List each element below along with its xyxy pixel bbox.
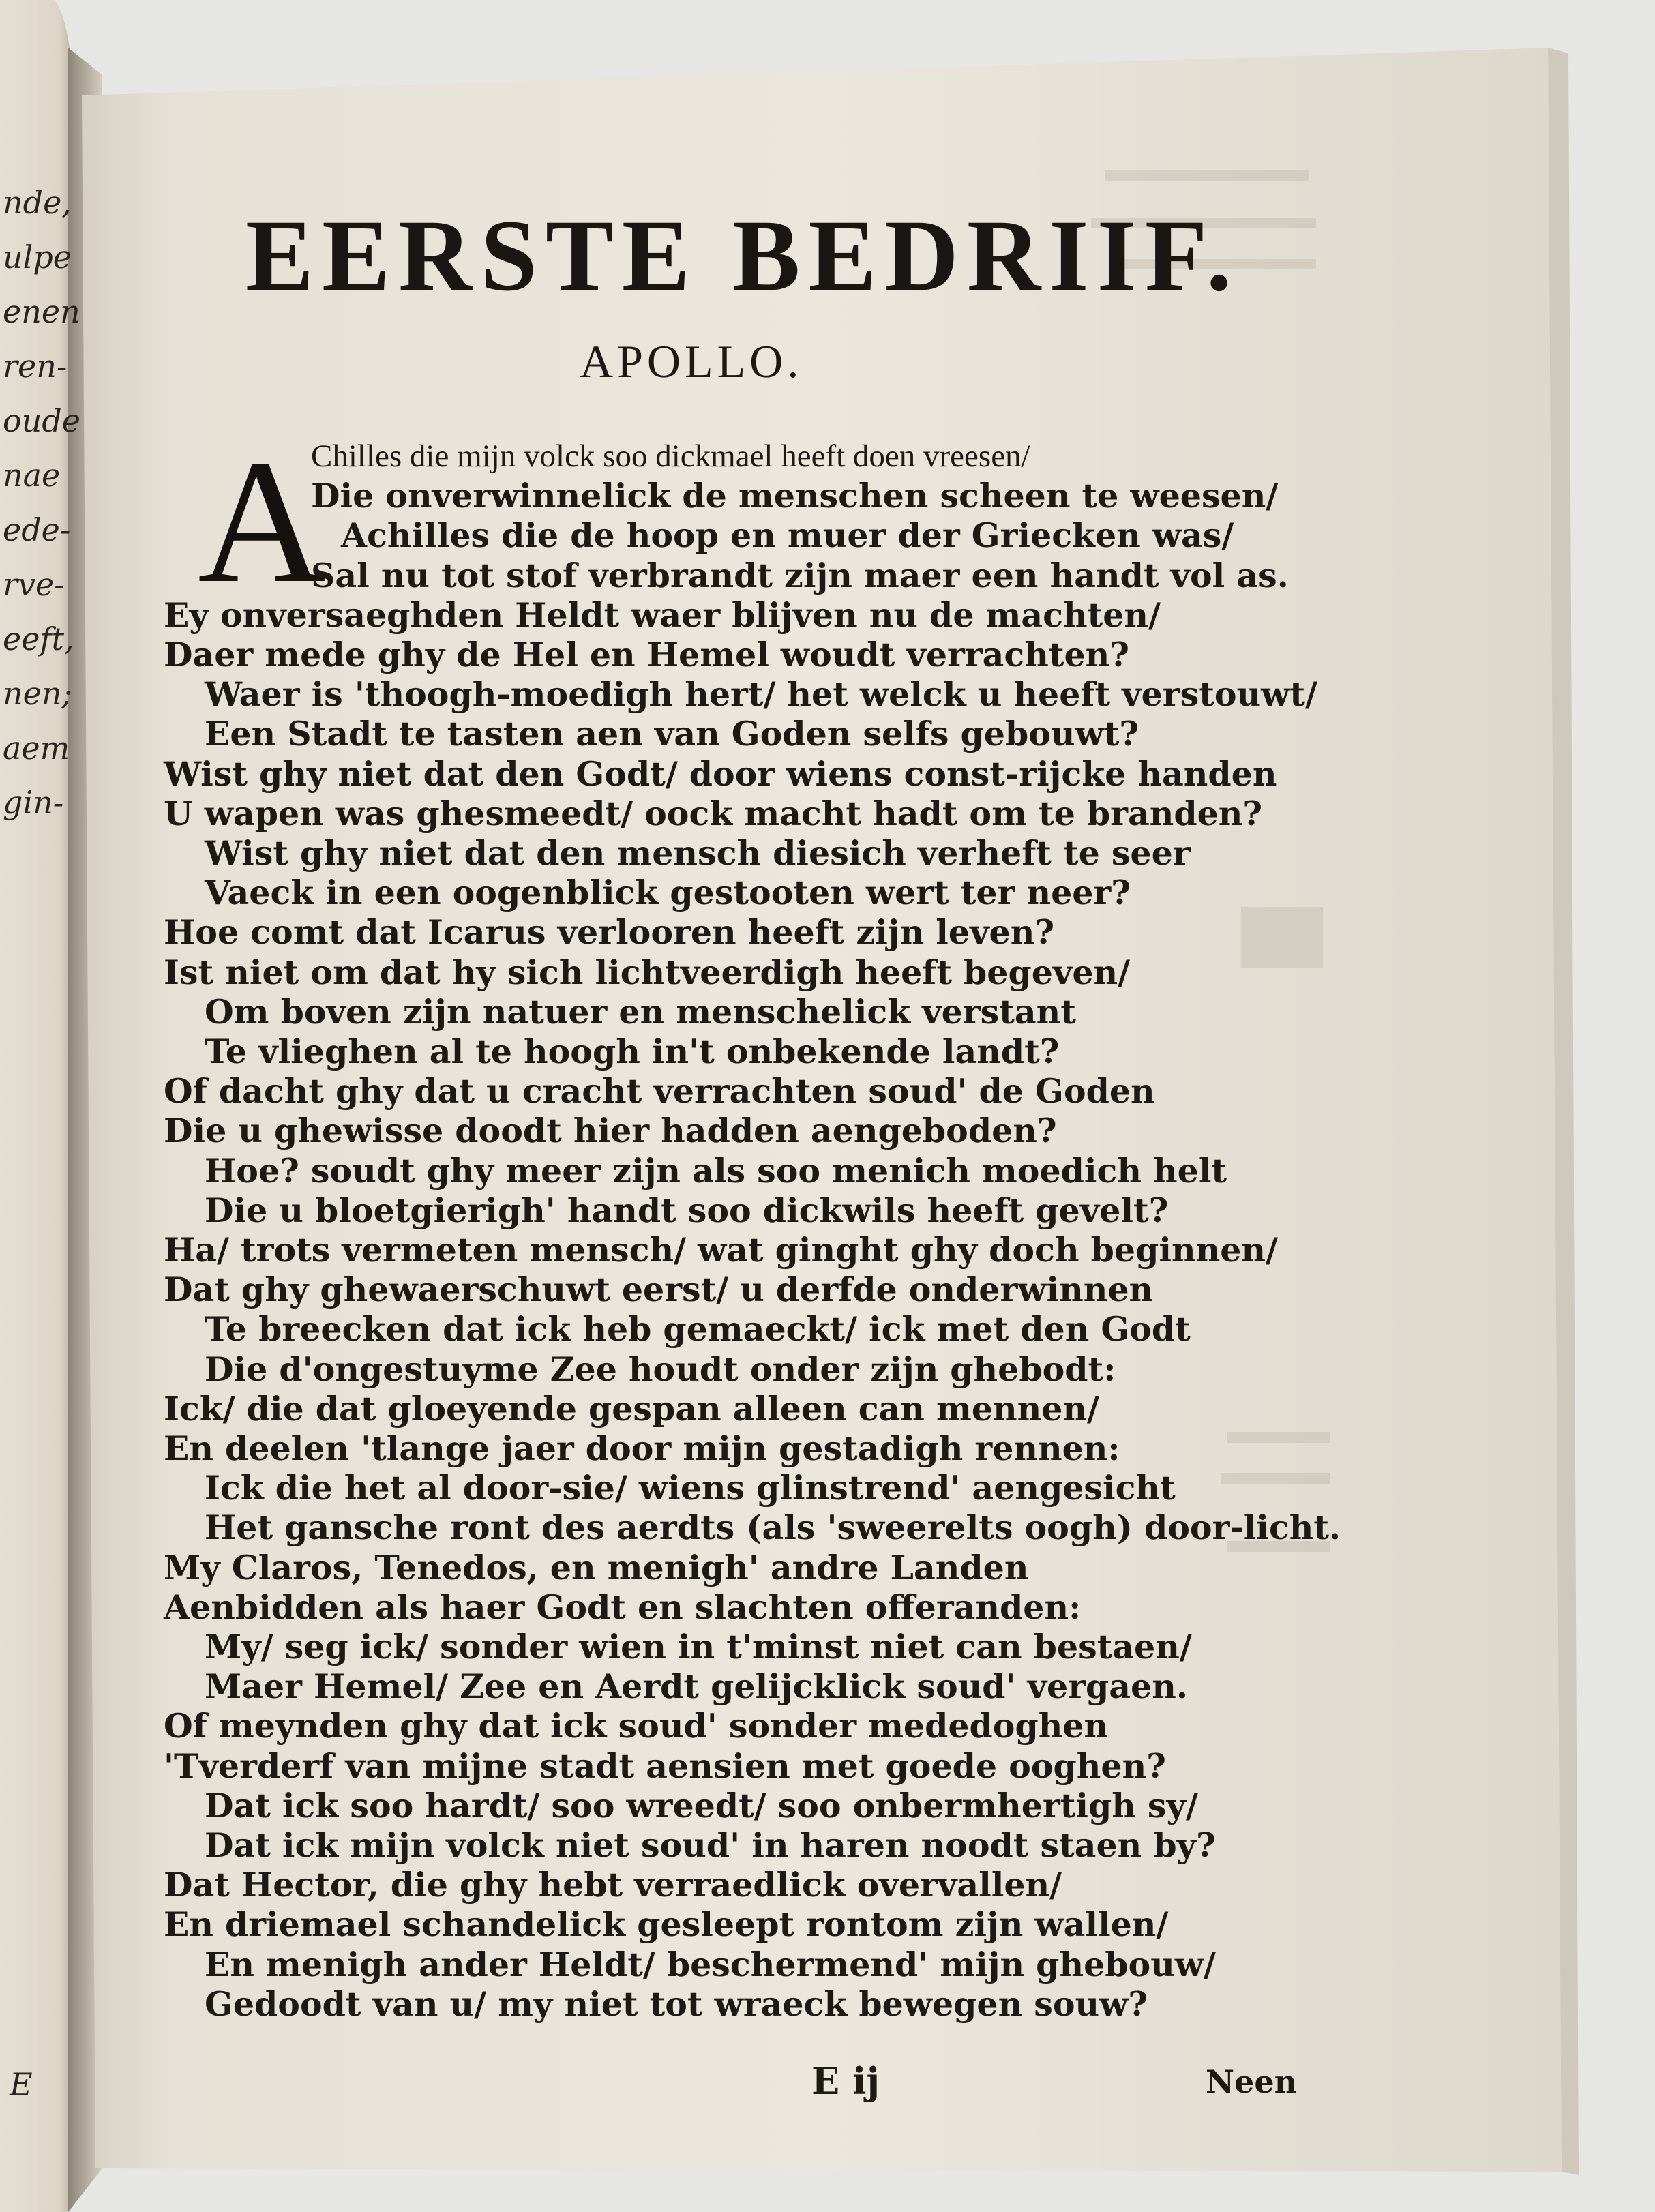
verse-line-39: En menigh ander Heldt/ beschermend' mijn ghebouw/ xyxy=(205,1945,1216,1984)
verse-line-10: U wapen was ghesmeedt/ oock macht hadt om te branden? xyxy=(164,794,1263,833)
drop-cap: A xyxy=(198,423,326,620)
verse-line-7: Waer is 'thoogh-moedigh hert/ het welck u heeft verstouwt/ xyxy=(205,674,1317,714)
verse-line-14: Ist niet om dat hy sich lichtveerdigh heeft begeven/ xyxy=(164,953,1131,992)
verse-line-40: Gedoodt van u/ my niet tot wraeck bewegen souw? xyxy=(205,1984,1148,2024)
verse-line-33: Of meynden ghy dat ick soud' sonder mededoghen xyxy=(164,1706,1109,1746)
verse-line-31: My/ seg ick/ sonder wien in t'minst niet can bestaen/ xyxy=(205,1627,1192,1667)
verse-line-3: Achilles die de hoop en muer der Griecken was/ xyxy=(341,515,1234,555)
verse-line-35: Dat ick soo hardt/ soo wreedt/ soo onbermhertigh sy/ xyxy=(205,1786,1198,1825)
verse-line-9: Wist ghy niet dat den Godt/ door wiens const-rijcke handen xyxy=(164,754,1277,794)
catchword: Neen xyxy=(1206,2063,1298,2100)
verse-line-34: 'Tverderf van mijne stadt aensien met goede ooghen? xyxy=(164,1746,1166,1786)
verse-line-32: Maer Hemel/ Zee en Aerdt gelijcklick soud' vergaen. xyxy=(205,1667,1188,1706)
verse-line-5: Ey onversaeghden Heldt waer blijven nu de machten/ xyxy=(164,595,1161,635)
verse-line-29: My Claros, Tenedos, en menigh' andre Landen xyxy=(164,1548,1029,1587)
left-page-fragment: nde, xyxy=(3,184,72,221)
verse-line-15: Om boven zijn natuer en menschelick verstant xyxy=(205,992,1076,1032)
left-page-fragment: eeft, xyxy=(3,621,74,657)
left-page-fragment: oude xyxy=(3,402,80,439)
verse-line-19: Hoe? soudt ghy meer zijn als soo menich moedich helt xyxy=(205,1151,1227,1191)
verse-line-21: Ha/ trots vermeten mensch/ wat ginght ghy doch beginnen/ xyxy=(164,1230,1278,1270)
left-page-fragment: gin- xyxy=(3,784,64,821)
verse-line-20: Die u bloetgierigh' handt soo dickwils heeft gevelt? xyxy=(205,1191,1169,1230)
left-page-edge xyxy=(0,0,74,2212)
verse-line-1: Chilles die mijn volck soo dickmael heeft doen vreesen/ xyxy=(311,438,1030,474)
verse-line-11: Wist ghy niet dat den mensch diesich verheft te seer xyxy=(205,833,1191,873)
left-page-fragment: rve- xyxy=(3,566,65,603)
act-heading: EERSTE BEDRIIF. xyxy=(245,199,1240,312)
verse-line-26: En deelen 'tlange jaer door mijn gestadigh rennen: xyxy=(164,1429,1120,1468)
verse-line-16: Te vlieghen al te hoogh in't onbekende landt? xyxy=(205,1032,1060,1071)
left-page-fragment: nae xyxy=(3,457,61,494)
verse-line-18: Die u ghewisse doodt hier hadden aengeboden? xyxy=(164,1111,1057,1150)
left-page-fragment: aem xyxy=(3,730,70,766)
verse-line-28: Het gansche ront des aerdts (als 'sweerelts oogh) door-licht. xyxy=(205,1508,1341,1547)
left-page-fragment: ulpe xyxy=(3,239,72,275)
verse-line-38: En driemael schandelick gesleept rontom zijn wallen/ xyxy=(164,1904,1169,1944)
verse-line-27: Ick die het al door-sie/ wiens glinstrend' aengesicht xyxy=(205,1468,1176,1508)
left-page-fragment: E xyxy=(10,2066,33,2103)
verse-line-25: Ick/ die dat gloeyende gespan alleen can mennen/ xyxy=(164,1389,1099,1429)
left-page-fragment: nen; xyxy=(3,675,72,712)
verse-line-23: Te breecken dat ick heb gemaeckt/ ick met den Godt xyxy=(205,1309,1191,1349)
verse-line-17: Of dacht ghy dat u cracht verrachten soud' de Goden xyxy=(164,1071,1155,1111)
verse-line-12: Vaeck in een oogenblick gestooten wert ter neer? xyxy=(205,873,1131,912)
speaker-name: APOLLO. xyxy=(580,335,803,387)
verse-line-37: Dat Hector, die ghy hebt verraedlick overvallen/ xyxy=(164,1865,1062,1904)
left-page-fragment: ede- xyxy=(3,511,71,548)
verse-line-13: Hoe comt dat Icarus verlooren heeft zijn leven? xyxy=(164,912,1055,952)
verse-line-24: Die d'ongestuyme Zee houdt onder zijn ghebodt: xyxy=(205,1349,1116,1389)
verse-line-2: Die onverwinnelick de menschen scheen te weesen/ xyxy=(311,476,1279,515)
verse-line-30: Aenbidden als haer Godt en slachten offeranden: xyxy=(164,1587,1082,1627)
left-page-fragment: enen xyxy=(3,293,80,330)
verse-line-4: Sal nu tot stof verbrandt zijn maer een handt vol as. xyxy=(311,556,1289,595)
verse-line-8: Een Stadt te tasten aen van Goden selfs gebouwt? xyxy=(205,714,1139,753)
signature-mark: E ij xyxy=(811,2059,880,2103)
left-page-fragment: ren- xyxy=(3,348,68,385)
verse-line-22: Dat ghy ghewaerschuwt eerst/ u derfde onderwinnen xyxy=(164,1270,1154,1309)
verse-line-6: Daer mede ghy de Hel en Hemel woudt verrachten? xyxy=(164,635,1129,674)
verse-line-36: Dat ick mijn volck niet soud' in haren noodt staen by? xyxy=(205,1825,1216,1865)
